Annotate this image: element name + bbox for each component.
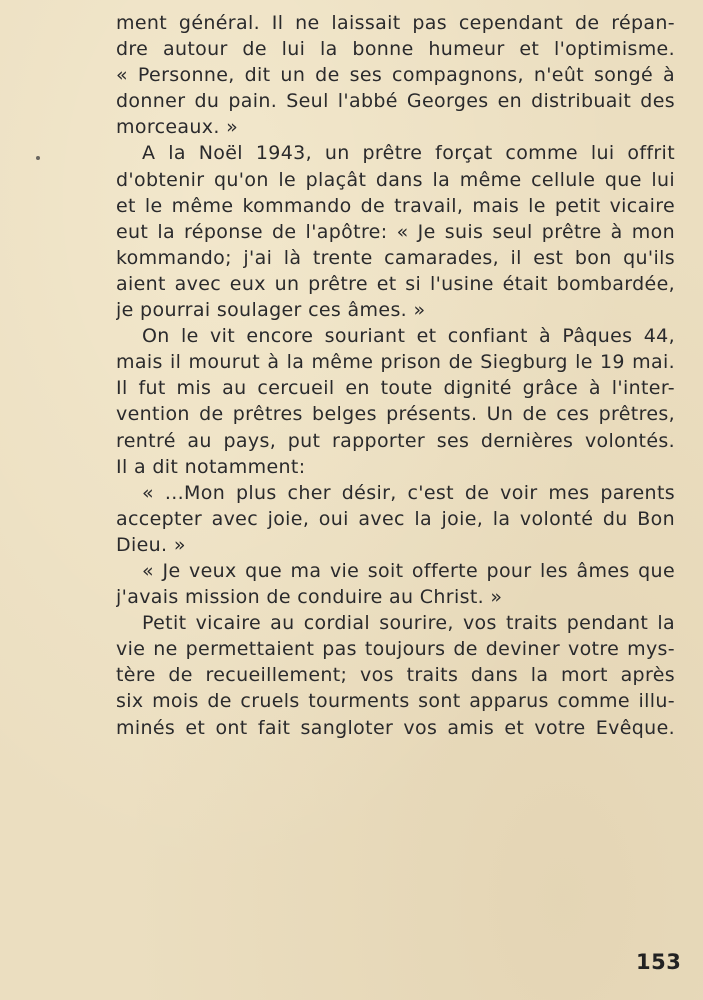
text-line: « Personne, dit un de ses compagnons, n'eût songé à	[116, 64, 675, 87]
text-line: Il a dit notamment:	[116, 455, 306, 478]
text-line: On le vit encore souriant et confiant à Pâques 44,	[142, 325, 675, 348]
text-line: « ...Mon plus cher désir, c'est de voir mes parents	[142, 481, 675, 504]
text-line: morceaux. »	[116, 116, 239, 139]
text-line: « Je veux que ma vie soit offerte pour les âmes que	[142, 559, 675, 582]
text-line: j'avais mission de conduire au Christ. »	[116, 586, 503, 609]
text-line: A la Noël 1943, un prêtre forçat comme lui offrit	[142, 142, 675, 165]
text-line: et le même kommando de travail, mais le petit vicaire	[116, 194, 675, 217]
text-line: je pourrai soulager ces âmes. »	[116, 299, 426, 322]
paper-speck	[36, 156, 40, 160]
text-line: Petit vicaire au cordial sourire, vos traits pendant la	[142, 612, 675, 635]
text-line: mais il mourut à la même prison de Siegburg le 19 mai.	[116, 351, 675, 374]
body-text	[116, 10, 675, 741]
text-line: minés et ont fait sangloter vos amis et votre Evêque.	[116, 716, 675, 739]
text-line: Il fut mis au cercueil en toute dignité grâce à l'inter-	[116, 377, 675, 400]
text-line: donner du pain. Seul l'abbé Georges en distribuait des	[116, 90, 675, 113]
text-line: six mois de cruels tourments sont apparus comme illu-	[116, 690, 675, 713]
text-line: dre autour de lui la bonne humeur et l'optimisme.	[116, 38, 675, 61]
text-line: d'obtenir qu'on le plaçât dans la même cellule que lui	[116, 168, 675, 191]
text-line: tère de recueillement; vos traits dans la mort après	[116, 664, 675, 687]
text-line: vie ne permettaient pas toujours de deviner votre mys-	[116, 638, 675, 661]
text-line: kommando; j'ai là trente camarades, il est bon qu'ils	[116, 246, 675, 269]
page-number: 153	[636, 950, 682, 974]
text-line: eut la réponse de l'apôtre: « Je suis seul prêtre à mon	[116, 220, 675, 243]
text-line: rentré au pays, put rapporter ses dernières volontés.	[116, 429, 675, 452]
text-line: vention de prêtres belges présents. Un de ces prêtres,	[116, 403, 675, 426]
text-line: aient avec eux un prêtre et si l'usine était bombardée,	[116, 272, 675, 295]
text-line: ment général. Il ne laissait pas cependant de répan-	[116, 12, 675, 34]
text-line: Dieu. »	[116, 533, 186, 556]
text-line: accepter avec joie, oui avec la joie, la volonté du Bon	[116, 507, 675, 530]
